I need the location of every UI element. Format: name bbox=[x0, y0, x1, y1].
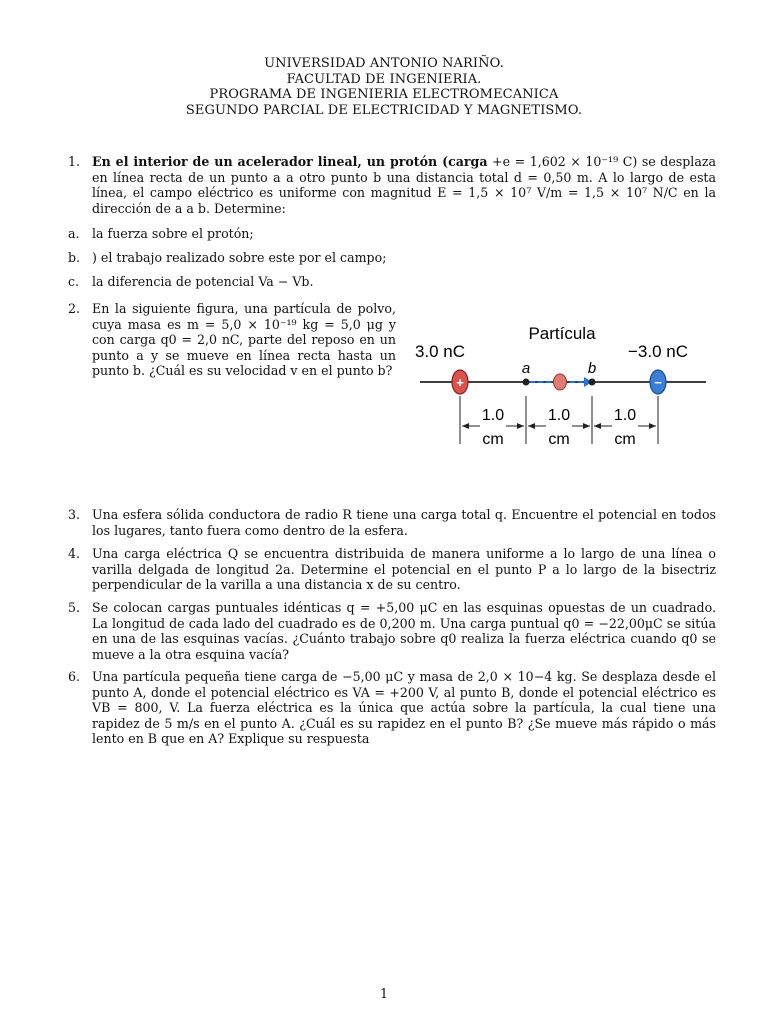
problem-number: 5. bbox=[68, 600, 81, 615]
problem-number: 4. bbox=[68, 546, 81, 561]
plus-sign: + bbox=[456, 375, 464, 390]
minus-sign: − bbox=[654, 375, 662, 390]
problem-1-bold-lead: En el interior de un acelerador lineal, un protón (carga bbox=[92, 154, 488, 169]
problem-text: Una partícula pequeña tiene carga de −5,00 μC y masa de 2,0 × 10−4 kg. Se desplaza desde el punto A, donde el potencial eléctrico es VA = +200 V, al punto B, donde el potencial eléctrico es VB = 800, V. La fuerza eléctrica es la única que actúa sobre la partícula, la cual tiene una rapidez de 5 m/s en el punto A. ¿Cuál es su rapidez en el punto B? ¿Se mueve más rápido o más lento en B que en A? Explique su respuesta bbox=[92, 669, 716, 747]
distance-unit: cm bbox=[482, 431, 504, 448]
exam-title: SEGUNDO PARCIAL DE ELECTRICIDAD Y MAGNETISMO. bbox=[185, 102, 583, 118]
point-a-label: a bbox=[521, 360, 531, 377]
problem-text: En el interior de un acelerador lineal, un protón (carga +e = 1,602 × 10⁻¹⁹ C) se desplaza en línea recta de un punto a a otro punto b una distancia total d = 0,50 m. A lo largo de esta línea, el campo eléctrico es uniforme con magnitud E = 1,5 × 10⁷ V/m = 1,5 × 10⁷ N/C en la dirección de a a b. Determine: bbox=[92, 154, 716, 216]
left-charge-label: 3.0 nC bbox=[414, 342, 466, 361]
point-b-dot bbox=[589, 379, 596, 386]
point-b-label: b bbox=[587, 360, 597, 377]
problem-text: En la siguiente figura, una partícula de polvo, cuya masa es m = 5,0 × 10⁻¹⁹ kg = 5,0 μg y con carga q0 = 2,0 nC, parte del reposo en un punto a y se mueve en línea recta hasta un punto b. ¿Cuál es su velocidad v en el punto b? bbox=[92, 301, 396, 379]
problem-1-charge: +e = 1,602 × 10⁻¹⁹ C bbox=[492, 154, 633, 169]
point-a-dot bbox=[523, 379, 530, 386]
particle-label: Partícula bbox=[528, 324, 596, 343]
page-number: 1 bbox=[379, 986, 388, 1001]
problem-number: 1. bbox=[68, 154, 81, 169]
dust-particle-icon bbox=[554, 374, 567, 390]
distance-value: 1.0 bbox=[547, 407, 571, 424]
arrowhead-icon bbox=[649, 423, 656, 429]
subitem-label: b. bbox=[68, 250, 81, 265]
right-charge-label: −3.0 nC bbox=[627, 342, 689, 361]
arrowhead-icon bbox=[517, 423, 524, 429]
problem-text: Una carga eléctrica Q se encuentra distribuida de manera uniforme a lo largo de una línea o varilla delgada de longitud 2a. Determine el potencial en el punto P a lo largo de la bisectriz perpendicular de la varilla a una distancia x de su centro. bbox=[92, 546, 716, 593]
problem-number: 6. bbox=[68, 669, 81, 684]
problem-text: Se colocan cargas puntuales idénticas q = +5,00 μC en las esquinas opuestas de un cuadrado. La longitud de cada lado del cuadrado es de 0,200 m. Una carga puntual q0 = −22,00μC se sitúa en una de las esquinas vacías. ¿Cuánto trabajo sobre q0 realiza la fuerza eléctrica cuando q0 se mueve a la otra esquina vacía? bbox=[92, 600, 716, 662]
problem-1-body: se desplaza en línea recta de un punto a a otro punto b una distancia total d = 0,50 m. A lo largo de esta línea, el campo eléctrico es uniforme con magnitud E = 1,5 × 10⁷ V/m = 1,5 × 10⁷ N/C en la dirección de a a b. Determine: bbox=[92, 154, 716, 216]
problem-number: 3. bbox=[68, 507, 81, 522]
problem-text: Una esfera sólida conductora de radio R tiene una carga total q. Encuentre el potencial en todos los lugares, tanto fuera como dentro de la esfera. bbox=[92, 507, 716, 538]
distance-value: 1.0 bbox=[481, 407, 505, 424]
arrowhead-icon bbox=[594, 423, 601, 429]
distance-unit: cm bbox=[548, 431, 570, 448]
arrowhead-icon bbox=[583, 423, 590, 429]
subitem-text: la fuerza sobre el protón; bbox=[92, 226, 254, 241]
arrowhead-icon bbox=[528, 423, 535, 429]
problem-number: 2. bbox=[68, 301, 81, 316]
subitem-label: a. bbox=[68, 226, 80, 241]
arrowhead-icon bbox=[462, 423, 469, 429]
subitem-label: c. bbox=[68, 274, 80, 289]
program-name: PROGRAMA DE INGENIERIA ELECTROMECANICA bbox=[209, 87, 559, 102]
subitem-text: ) el trabajo realizado sobre este por el campo; bbox=[92, 250, 387, 265]
charges-figure bbox=[412, 318, 712, 458]
faculty-name: FACULTAD DE INGENIERIA. bbox=[286, 71, 482, 87]
distance-value: 1.0 bbox=[613, 407, 637, 424]
university-name: UNIVERSIDAD ANTONIO NARIÑO. bbox=[264, 56, 504, 71]
exam-header bbox=[0, 56, 768, 118]
subitem-text: la diferencia de potencial Va − Vb. bbox=[92, 274, 314, 289]
distance-unit: cm bbox=[614, 431, 636, 448]
